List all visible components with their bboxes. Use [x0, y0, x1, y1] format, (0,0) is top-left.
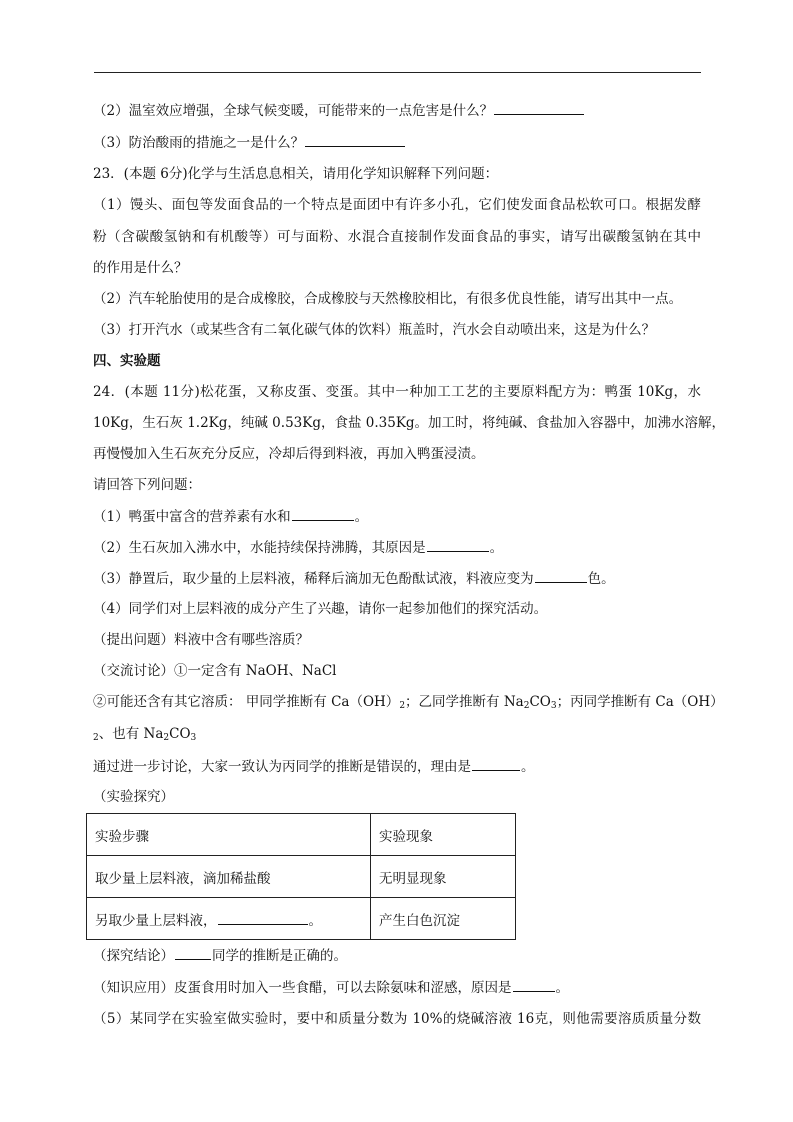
subscript: 2 [93, 733, 99, 743]
table-cell: 无明显现象 [371, 856, 516, 898]
q24-explore: （实验探究） [93, 789, 174, 805]
disc3-text-a: 、也有 Na [98, 726, 164, 742]
q24-part4: （4）同学们对上层料液的成分产生了兴趣，请你一起参加他们的探究活动。 [93, 601, 548, 617]
disc2-text-c: CO [529, 694, 551, 710]
answer-blank[interactable] [472, 757, 520, 771]
q23-heading: 23．(本题 6分)化学与生活息息相关，请用化学知识解释下列问题： [93, 166, 499, 182]
table-row [87, 856, 516, 898]
q24-reason-text: 通过进一步讨论，大家一致认为丙同学的推断是错误的，理由是 [93, 759, 471, 775]
q24-part3 [93, 569, 615, 588]
q24-conclusion-text-a: （探究结论） [93, 948, 174, 964]
period: 。 [354, 509, 369, 525]
header-rule [94, 72, 701, 73]
q23-part1-line3: 的作用是什么？ [93, 260, 188, 276]
q24-reason [93, 757, 535, 776]
period: 。 [555, 980, 569, 996]
answer-blank[interactable] [513, 978, 555, 992]
q24-application-text: （知识应用）皮蛋食用时加入一些食醋，可以去除氨味和涩感，原因是 [93, 980, 512, 996]
q24-part2-text: （2）生石灰加入沸水中，水能持续保持沸腾，其原因是 [93, 540, 426, 556]
q22-part3-text: （3）防治酸雨的措施之一是什么？ [93, 135, 305, 151]
q24-part3-suffix: 色。 [587, 571, 615, 587]
q24-intro-line3: 再慢慢加入生石灰充分反应，冷却后得到料液，再加入鸭蛋浸渍。 [93, 446, 485, 462]
section-heading: 四、实验题 [93, 353, 161, 369]
answer-blank[interactable] [427, 538, 489, 552]
disc2-text-d: ；丙同学推断有 Ca（OH） [556, 694, 724, 710]
subscript: 3 [550, 701, 557, 711]
table-cell-text: 另取少量上层料液， [95, 912, 217, 929]
q24-application [93, 978, 569, 997]
q24-conclusion [93, 946, 347, 965]
table-header-cell: 实验现象 [371, 814, 516, 856]
subscript: 2 [523, 701, 530, 711]
answer-blank[interactable] [535, 569, 587, 583]
q24-part1-text: （1）鸭蛋中富含的营养素有水和 [93, 509, 291, 525]
q22-part2 [93, 101, 585, 120]
q22-part2-text: （2）温室效应增强，全球气候变暖，可能带来的一点危害是什么？ [93, 103, 494, 119]
subscript: 2 [163, 733, 170, 743]
q24-part3-text: （3）静置后，取少量的上层料液，稀释后滴加无色酚酞试液，料液应变为 [93, 571, 534, 587]
q23-part3: （3）打开汽水（或某些含有二氧化碳气体的饮料）瓶盖时，汽水会自动喷出来，这是为什么？ [93, 322, 656, 338]
q24-part5: （5）某同学在实验室做实验时，要中和质量分数为 10%的烧碱溶液 16克，则他需要溶质质量分数 [93, 1011, 701, 1027]
q23-part2: （2）汽车轮胎使用的是合成橡胶，合成橡胶与天然橡胶相比，有很多优良性能，请写出其中一点。 [93, 291, 683, 307]
q24-discussion2 [93, 693, 724, 711]
experiment-table [86, 813, 516, 940]
q24-issue: （提出问题）料液中含有哪些溶质？ [93, 632, 309, 648]
disc2-text-b: ；乙同学推断有 Na [405, 694, 524, 710]
period: 。 [521, 759, 535, 775]
subscript: 3 [190, 733, 197, 743]
period: 。 [308, 912, 322, 929]
answer-blank[interactable] [218, 911, 308, 925]
disc3-text-b: CO [169, 726, 191, 742]
q24-prompt: 请回答下列问题： [93, 477, 201, 493]
disc2-text-a: ②可能还含有其它溶质： 甲同学推断有 Ca（OH） [93, 694, 400, 710]
q23-part1-line1: （1）馒头、面包等发面食品的一个特点是面团中有许多小孔，它们使发面食品松软可口。根据发酵 [93, 197, 701, 213]
answer-blank[interactable] [305, 133, 405, 147]
table-header-row [87, 814, 516, 856]
table-header-cell: 实验步骤 [87, 814, 371, 856]
table-cell: 取少量上层料液，滴加稀盐酸 [87, 856, 371, 898]
table-cell [87, 898, 371, 940]
table-row [87, 898, 516, 940]
table-cell: 产生白色沉淀 [371, 898, 516, 940]
q24-discussion3 [93, 725, 196, 743]
q24-discussion1: （交流讨论）①一定含有 NaOH、NaCl [93, 663, 337, 679]
q24-conclusion-text-b: 同学的推断是正确的。 [212, 948, 347, 964]
answer-blank[interactable] [292, 507, 354, 521]
subscript: 2 [399, 701, 406, 711]
q24-intro-line1: 24．(本题 11分)松花蛋，又称皮蛋、变蛋。其中一种加工工艺的主要原料配方为：鸭蛋 10Kg，水 [93, 384, 701, 400]
answer-blank[interactable] [494, 101, 584, 115]
q23-part1-line2: 粉（含碳酸氢钠和有机酸等）可与面粉、水混合直接制作发面食品的事实，请写出碳酸氢钠在其中 [93, 229, 701, 245]
period: 。 [489, 540, 504, 556]
answer-blank[interactable] [175, 946, 211, 960]
q24-intro-line2: 10Kg，生石灰 1.2Kg，纯碱 0.53Kg，食盐 0.35Kg。加工时，将纯碱、食盐加入容器中，加沸水溶解， [93, 415, 726, 431]
q24-part2 [93, 538, 503, 557]
q22-part3 [93, 133, 406, 152]
q24-part1 [93, 507, 368, 526]
